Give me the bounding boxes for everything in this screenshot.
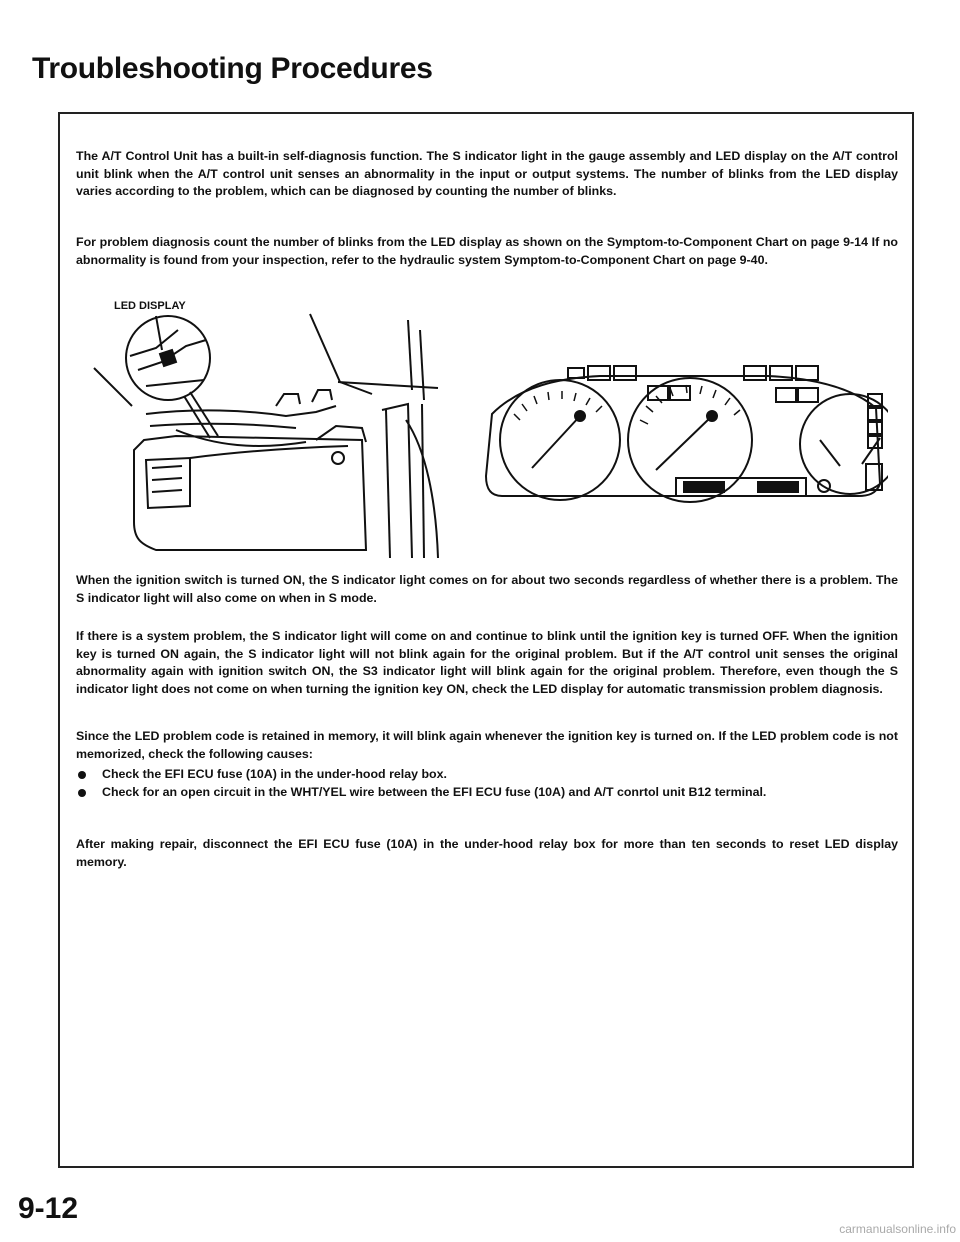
intro-paragraph: The A/T Control Unit has a built-in self-diagnosis function. The S indicator light in the gauge assembly and LED display on the A/T control unit blink when the A/T control unit senses an abnormality in the input or output systems. The number of blinks from the LED display varies according to the problem, which can be diagnosed by counting the number of blinks. [76,149,898,198]
page-title: Troubleshooting Procedures [32,52,433,85]
system-problem-paragraph: If there is a system problem, the S indicator light will come on and continue to blink until the ignition key is turned OFF. When the ignition key is turned ON again, the S indicator light will not blink again for the original problem. But if the A/T control unit senses the original abnormality again with ignition switch ON, the S3 indicator light will blink again for the original problem. Therefore, even though the S indicator light does not come on when turning the ignition key ON, check the LED display for automatic transmission problem diagnosis. [76,629,898,696]
ignition-paragraph: When the ignition switch is turned ON, the S indicator light comes on for about two seconds regardless of whether there is a problem. The S indicator light will also come on when in S mode. [76,573,898,605]
diagnosis-paragraph: For problem diagnosis count the number of blinks from the LED display as shown on the Symptom-to-Component Chart on page 9-14 If no abnormality is found from your inspection, refer to the hydraulic system Symptom-to-Component Chart on page 9-40. [76,235,898,267]
reset-paragraph: After making repair, disconnect the EFI ECU fuse (10A) in the under-hood relay box for more than ten seconds to reset LED display memory. [76,837,898,869]
memory-paragraph: Since the LED problem code is retained in memory, it will blink again whenever the ignition key is turned on. If the LED problem code is not memorized, check the following causes: [76,729,898,761]
causes-list [76,766,898,801]
bullet-icon [78,789,86,797]
control-unit-illustration [86,310,446,560]
bullet-icon [78,771,86,779]
led-display-label: LED DISPLAY [114,300,186,312]
gauge-assembly-illustration [480,358,888,504]
list-item: Check the EFI ECU fuse (10A) in the under-hood relay box. [76,766,898,784]
content-box [58,112,914,1168]
list-item: Check for an open circuit in the WHT/YEL wire between the EFI ECU fuse (10A) and A/T conrtol unit B12 terminal. [76,784,898,802]
page-number: 9-12 [18,1192,79,1225]
watermark: carmanualsonline.info [839,1222,956,1236]
